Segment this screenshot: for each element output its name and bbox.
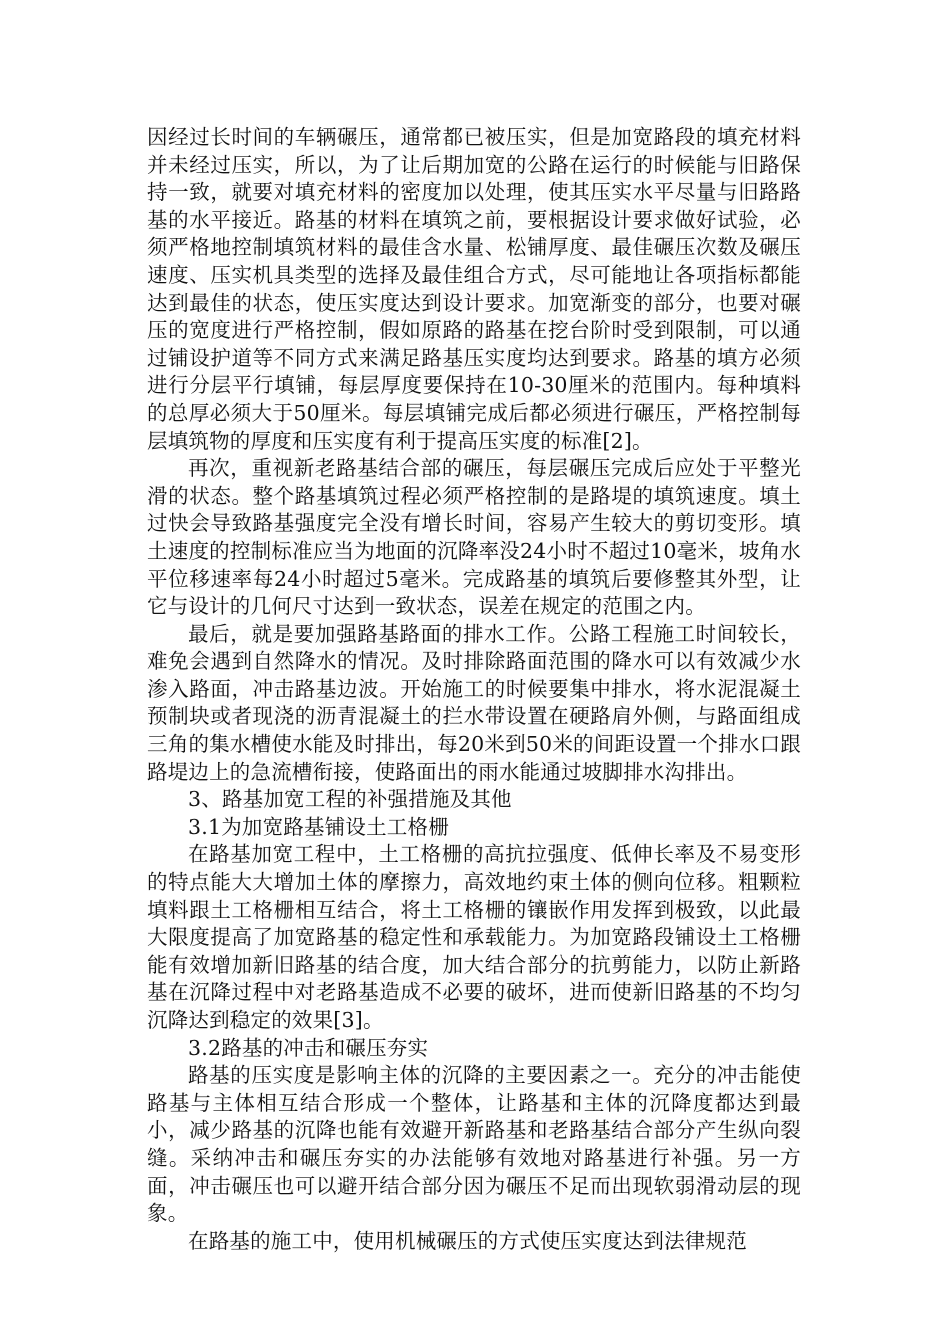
subsection-heading-3-1: 3.1为加宽路基铺设土工格栅 xyxy=(188,814,449,839)
body-paragraph-compaction-requirements: 因经过长时间的车辆碾压，通常都已被压实，但是加宽路段的填充材料并未经过压实，所以，为了让后期加宽的公路在运行的时候能与旧路保持一致，就要对填充材料的密度加以处理，使其压实水平尽量与旧路路基的水平接近。路基的材料在填筑之前，要根据设计要求做好试验，必须严格地控制填筑材料的最佳含水量、松铺厚度、最佳碾压次数及碾压速度、压实机具类型的选择及最佳组合方式，尽可能地让各项指标都能达到最佳的状态，使压实度达到设计要求。加宽渐变的部分，也要对碾压的宽度进行严格控制，假如原路的路基在挖台阶时受到限制，可以通过铺设护道等不同方式来满足路基压实度均达到要求。路基的填方必须进行分层平行填铺，每层厚度要保持在10-30厘米的范围内。每种填料的总厚必须大于50厘米。每层填铺完成后都必须进行碾压，严格控制每层填筑物的厚度和压实度有利于提高压实度的标准[2]。 xyxy=(147,125,801,453)
document-page xyxy=(147,124,801,1255)
body-paragraph-geogrid: 在路基加宽工程中，土工格栅的高抗拉强度、低伸长率及不易变形的特点能大大增加土体的摩擦力，高效地约束土体的侧向位移。粗颗粒填料跟土工格栅相互结合，将土工格栅的镶嵌作用发挥到极致，以此最大限度提高了加宽路基的稳定性和承载能力。为加宽路段铺设土工格栅能有效增加新旧路基的结合度，加大结合部分的抗剪能力，以防止新路基在沉降过程中对老路基造成不必要的破坏，进而使新旧路基的不均匀沉降达到稳定的效果[3]。 xyxy=(147,842,801,1032)
body-paragraph-mechanical-rolling: 在路基的施工中，使用机械碾压的方式使压实度达到法律规范 xyxy=(188,1228,747,1253)
section-heading-3: 3、路基加宽工程的补强措施及其他 xyxy=(188,787,512,812)
body-paragraph-impact-compaction: 路基的压实度是影响主体的沉降的主要因素之一。充分的冲击能使路基与主体相互结合形成一个整体，让路基和主体的沉降度都达到最小，减少路基的沉降也能有效避开新路基和老路基结合部分产生纵向裂缝。采纳冲击和碾压夯实的办法能够有效地对路基进行补强。另一方面，冲击碾压也可以避开结合部分因为碾压不足而出现软弱滑动层的现象。 xyxy=(147,1063,801,1226)
body-paragraph-joint-rolling: 再次，重视新老路基结合部的碾压，每层碾压完成后应处于平整光滑的状态。整个路基填筑过程必须严格控制的是路堤的填筑速度。填土过快会导致路基强度完全没有增长时间，容易产生较大的剪切变形。填土速度的控制标准应当为地面的沉降率没24小时不超过10毫米，坡角水平位移速率每24小时超过5毫米。完成路基的填筑后要修整其外型，让它与设计的几何尺寸达到一致状态，误差在规定的范围之内。 xyxy=(147,456,801,619)
body-paragraph-drainage: 最后，就是要加强路基路面的排水工作。公路工程施工时间较长，难免会遇到自然降水的情况。及时排除路面范围的降水可以有效减少水渗入路面，冲击路基边波。开始施工的时候要集中排水，将水泥混凝土预制块或者现浇的沥青混凝土的拦水带设置在硬路肩外侧，与路面组成三角的集水槽使水能及时排出，每20米到50米的间距设置一个排水口跟路堤边上的急流槽衔接，使路面出的雨水能通过坡脚排水沟排出。 xyxy=(147,621,801,784)
subsection-heading-3-2: 3.2路基的冲击和碾压夯实 xyxy=(188,1035,429,1060)
